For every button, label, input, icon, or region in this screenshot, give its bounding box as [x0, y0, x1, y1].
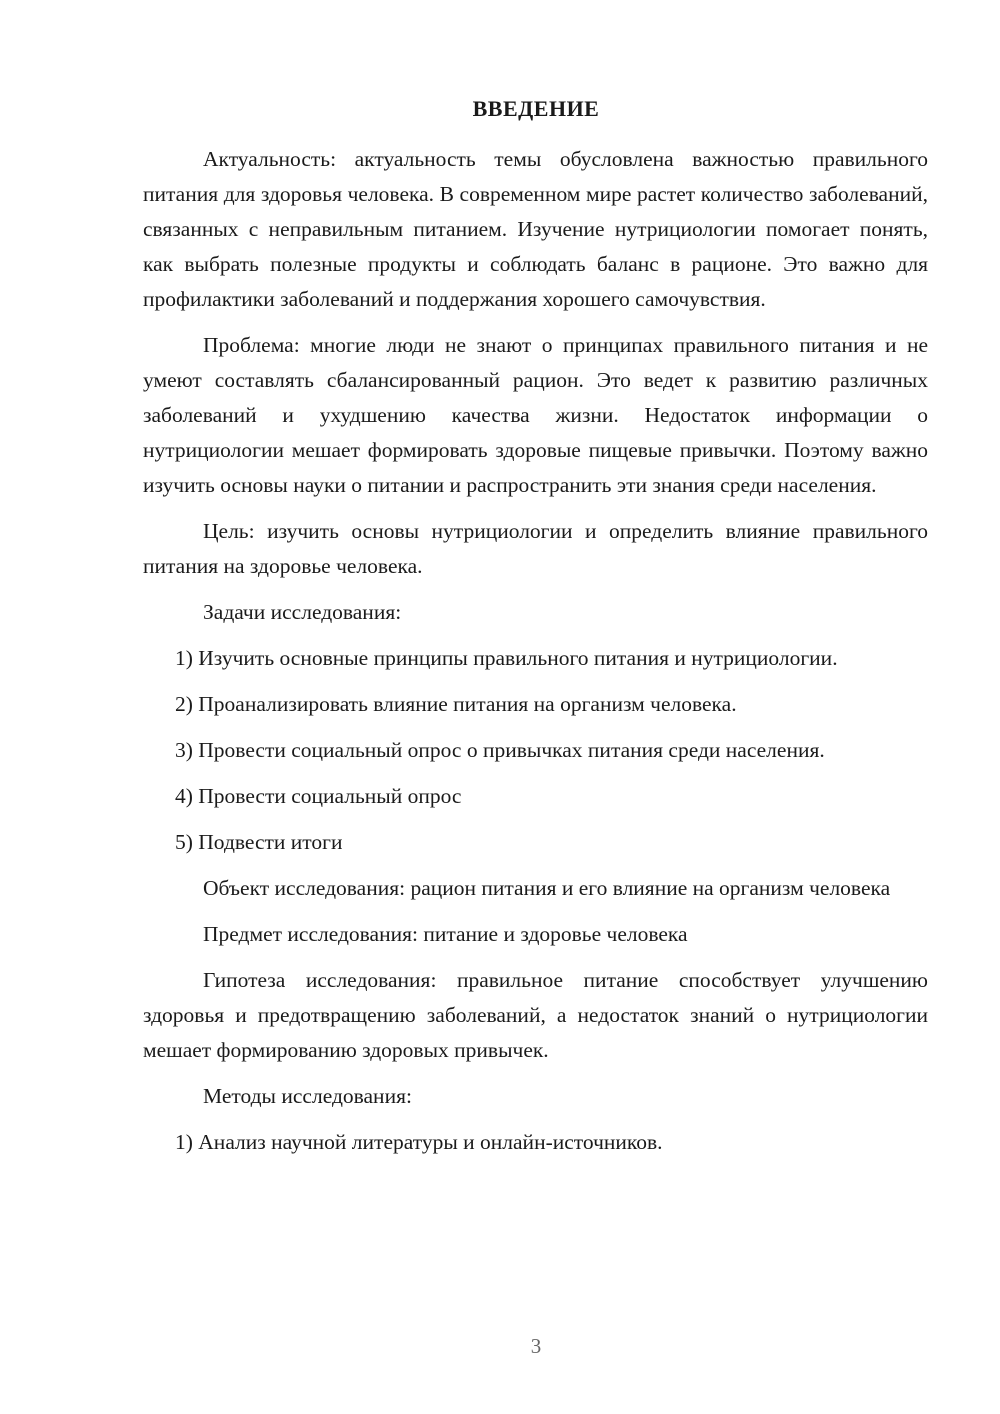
goal-paragraph: Цель: изучить основы нутрициологии и определить влияние правильного питания на здоровье человека. [143, 519, 928, 578]
task-item: 5) Подвести итоги [175, 830, 343, 854]
problem-paragraph: Проблема: многие люди не знают о принципах правильного питания и не умеют составлять сбалансированный рацион. Это ведет к развитию различных заболеваний и ухудшению качества жизни. Недостаток информации о нутрициологии мешает формировать здоровые пищевые привычки. Поэтому важно изучить основы науки о питании и распространить эти знания среди населения. [143, 333, 928, 497]
task-item: 1) Изучить основные принципы правильного питания и нутрициологии. [175, 646, 838, 670]
hypothesis-paragraph: Гипотеза исследования: правильное питание способствует улучшению здоровья и предотвращению заболеваний, а недостаток знаний о нутрициологии мешает формированию здоровых привычек. [143, 968, 928, 1062]
task-item: 3) Провести социальный опрос о привычках питания среди населения. [175, 738, 825, 762]
object-paragraph: Объект исследования: рацион питания и его влияние на организм человека [203, 876, 891, 900]
subject-paragraph: Предмет исследования: питание и здоровье человека [203, 922, 688, 946]
tasks-heading: Задачи исследования: [203, 600, 402, 624]
page-title: ВВЕДЕНИЕ [472, 96, 600, 121]
method-item: 1) Анализ научной литературы и онлайн-источников. [175, 1130, 663, 1154]
methods-heading: Методы исследования: [203, 1084, 412, 1108]
task-item: 2) Проанализировать влияние питания на организм человека. [175, 692, 737, 716]
relevance-paragraph: Актуальность: актуальность темы обусловлена важностью правильного питания для здоровья человека. В современном мире растет количество заболеваний, связанных с неправильным питанием. Изучение нутрициологии помогает понять, как выбрать полезные продукты и соблюдать баланс в рационе. Это важно для профилактики заболеваний и поддержания хорошего самочувствия. [143, 147, 928, 311]
document-body [143, 142, 928, 1171]
page-number: 3 [530, 1334, 542, 1358]
task-item: 4) Провести социальный опрос [175, 784, 462, 808]
